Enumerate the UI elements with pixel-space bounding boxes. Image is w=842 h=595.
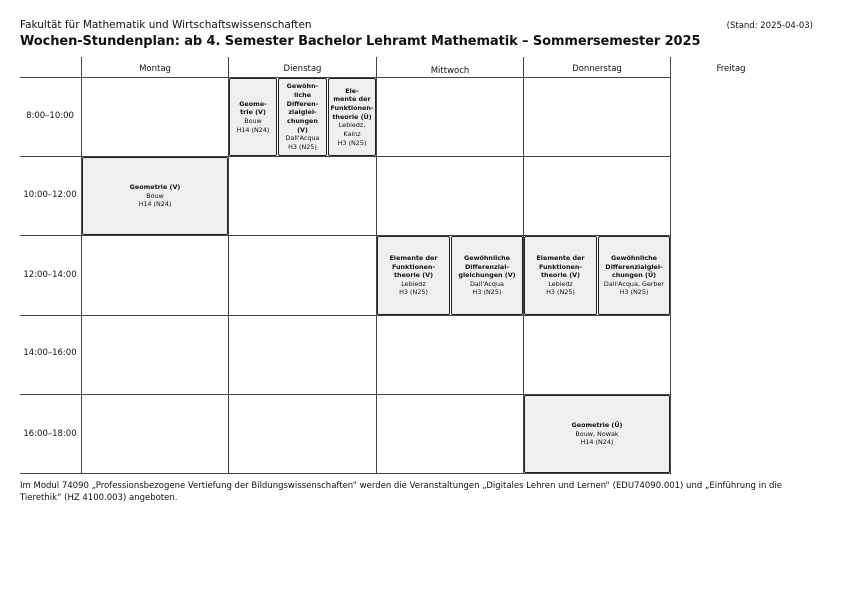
event-dgl-ue-donnerstag[interactable] [598,236,670,315]
event-title-line: Geometrie (Ü) [571,421,623,430]
event-dgl-v-dienstag[interactable] [278,78,327,156]
column-rule [670,57,671,474]
event-detail-line: H3 (N25) [288,142,317,151]
event-title-line: theorie (V) [540,271,581,280]
event-detail-line: H3 (N25) [399,288,428,297]
event-detail-line: Dall'Acqua [285,134,320,143]
event-detail-line: Bouw, Nowak [575,429,619,438]
page-title: Wochen-Stundenplan: ab 4. Semester Bachelor Lehramt Mathematik – Sommersemester 2025 [20,34,701,49]
event-detail-line: Bouw [244,117,262,125]
event-detail-line: Dall'Acqua, Gerber [603,279,665,288]
event-detail-line: H14 (N24) [138,200,172,209]
column-rule [81,57,82,474]
event-geometrie-ue-donnerstag[interactable] [524,395,670,473]
time-slot-label: 12:00–14:00 [23,270,77,280]
event-funktionentheorie-v-donnerstag[interactable] [524,236,597,315]
event-funktionentheorie-ue-dienstag[interactable] [328,78,376,156]
day-header-donnerstag: Donnerstag [572,64,622,74]
event-geometrie-v-montag[interactable] [82,157,228,235]
time-slot-label: 10:00–12:00 [23,190,77,200]
day-header-montag: Montag [139,64,171,74]
time-slot-label: 8:00–10:00 [26,111,74,121]
event-title-line: Gewöhnliche [610,253,658,262]
event-funktionentheorie-v-mittwoch[interactable] [377,236,450,315]
event-title-line: chungen (Ü) [611,271,657,280]
footer-note: Im Modul 74090 „Professionsbezogene Vertiefung der Bildungswissenschaften“ werden die Veranstaltungen „Digitales Lehren und Lernen“ (EDU74090.001) und „Einführung in die Tierethik“ (HZ 4100.003) angeboten. [20,481,783,504]
event-dgl-v-mittwoch[interactable] [451,236,523,315]
event-title-line: Funktionen- [538,262,583,271]
event-detail-line: Lebiedz, [338,121,366,130]
event-title-line: Differenzialglei- [605,262,663,271]
event-title-line: gleichungen (V) [458,271,516,280]
event-geometrie-v-dienstag[interactable] [229,78,277,156]
row-rule [20,315,670,316]
event-title-line: Funktionen- [391,262,436,271]
event-detail-line: H3 (N25) [472,288,502,297]
time-slot-label: 16:00–18:00 [23,429,77,439]
event-title-line: Differen- [286,99,319,108]
day-header-freitag: Freitag [716,64,746,74]
event-detail-line: H14 (N24) [580,438,614,447]
time-slot-label: 14:00–16:00 [23,348,77,358]
event-title-line: chungen (V) [287,117,318,134]
event-title-line: Elemente der [536,253,585,262]
event-title-line: Geome- [239,99,267,108]
event-title-line: theorie (Ü) [332,112,372,121]
event-title-line: Funktionen- [330,104,374,113]
event-detail-line: Dall'Acqua [470,279,504,288]
event-title-line: Elemente der [389,253,438,262]
event-title-line: Gewöhnliche [463,253,511,262]
event-detail-line: Lebiedz [548,279,573,288]
timetable-grid [20,57,746,474]
event-title-line: Gewöhn- [286,82,319,91]
event-detail-line: H3 (N25) [619,288,649,297]
event-detail-line: H14 (N24) [236,125,270,134]
event-title-line: trie (V) [240,108,266,117]
event-title-line: zialglei- [288,108,317,117]
faculty-name: Fakultät für Mathematik und Wirtschaftswissenschaften [20,19,312,31]
event-title-line: theorie (V) [393,271,434,280]
event-detail-line: Bouw [146,191,164,200]
event-title-line: Differenzial- [464,262,510,271]
event-title-line: mente der [333,95,371,104]
event-title-line: Geometrie (V) [129,183,181,192]
event-title-line: liche [293,91,312,100]
event-detail-line: H3 (N25) [337,138,367,147]
event-detail-line: H3 (N25) [546,288,575,297]
stand-date: (Stand: 2025-04-03) [726,21,813,31]
event-detail-line: Lebiedz [401,279,426,288]
bottom-rule [20,473,670,474]
event-detail-line: Kainz [343,129,361,138]
day-header-mittwoch: Mittwoch [430,66,470,76]
day-header-dienstag: Dienstag [283,64,322,74]
event-title-line: Ele- [345,86,359,95]
